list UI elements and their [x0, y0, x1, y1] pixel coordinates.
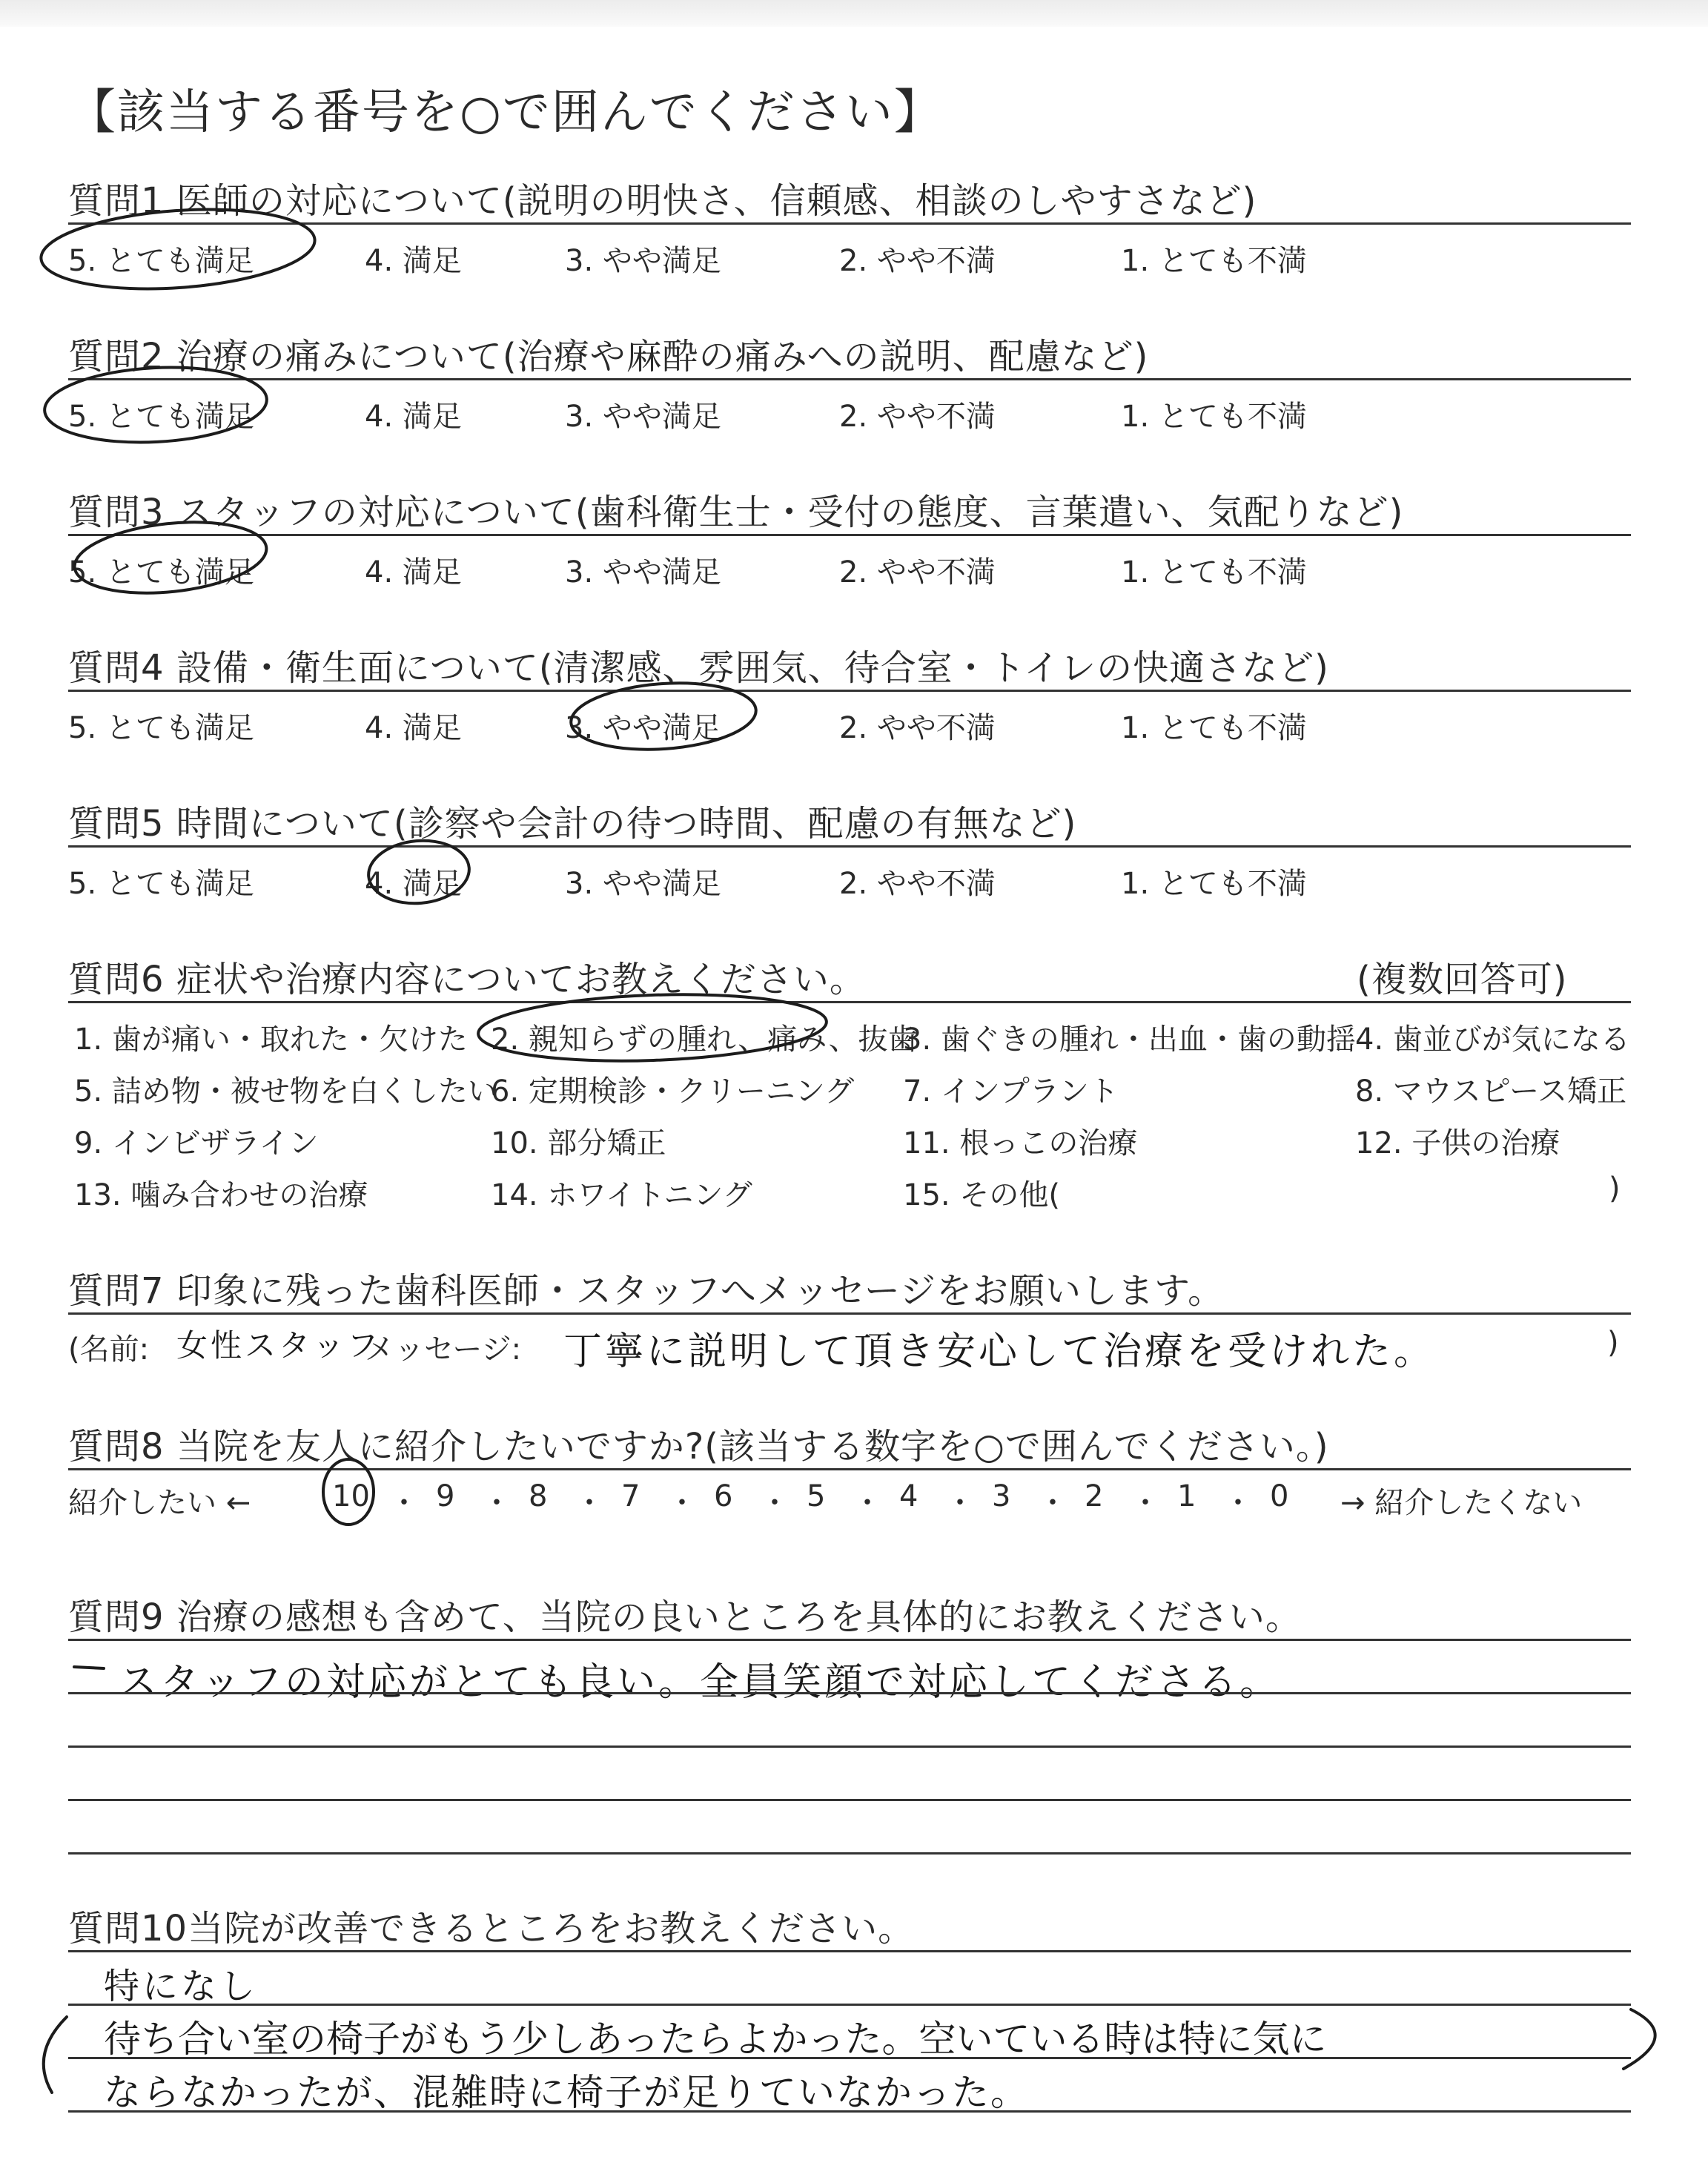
- q8-dot: ・: [482, 1486, 512, 1520]
- q10-title: [68, 1900, 914, 1951]
- q8-scale-3[interactable]: 3: [992, 1479, 1011, 1513]
- q9-start-dash: [74, 1667, 104, 1668]
- q9-answer[interactable]: スタッフの対応がとても良い。全員笑顔で対応してくださる。: [119, 1660, 1282, 1705]
- q4-text: 設備・衛生面について(清潔感、雰囲気、待合室・トイレの快適さなど): [176, 647, 1329, 689]
- q9-rule-2: [68, 1692, 1631, 1694]
- q9-text: 治療の感想も含めて、当院の良いところを具体的にお教えください。: [176, 1596, 1302, 1638]
- q3-option-2[interactable]: 2. やや不満: [839, 555, 996, 589]
- q2-option-3[interactable]: 3. やや満足: [565, 400, 721, 434]
- q4-title: [68, 639, 1329, 690]
- q5-option-2[interactable]: 2. やや不満: [839, 867, 996, 901]
- q4-option-5[interactable]: 5. とても満足: [68, 711, 254, 745]
- q6-item-11[interactable]: 11. 根っこの治療: [903, 1126, 1138, 1160]
- q5-option-1[interactable]: 1. とても不満: [1121, 867, 1307, 901]
- q3-label: 質問3: [68, 492, 165, 533]
- q5-rule: [68, 845, 1631, 848]
- q7-label: 質問7: [68, 1270, 165, 1312]
- q8-scale-8[interactable]: 8: [529, 1479, 548, 1513]
- q6-item-9[interactable]: 9. インビザライン: [74, 1126, 319, 1160]
- q3-option-5[interactable]: 5. とても満足: [68, 555, 254, 589]
- q8-text: 当院を友人に紹介したいですか?(該当する数字を○で囲んでください。): [176, 1426, 1329, 1467]
- q10-right-bracket: [1623, 2009, 1655, 2069]
- q8-scale-2[interactable]: 2: [1085, 1479, 1104, 1513]
- q8-scale-0[interactable]: 0: [1270, 1479, 1289, 1513]
- q6-rule: [68, 1001, 1631, 1003]
- q6-label: 質問6: [68, 959, 165, 1000]
- q6-item-7[interactable]: 7. インプラント: [903, 1074, 1119, 1109]
- q6-item-4[interactable]: 4. 歯並びが気になる: [1355, 1023, 1630, 1057]
- q7-rule: [68, 1312, 1631, 1315]
- q7-name-label: (名前:: [68, 1332, 150, 1367]
- form-header: 【該当する番号を○で囲んでください】: [68, 85, 943, 140]
- q10-rule-3: [68, 2057, 1631, 2059]
- q10-answer-line2[interactable]: 待ち合い室の椅子がもう少しあったらよかった。空いている時は特に気に: [104, 2018, 1327, 2061]
- q4-option-4[interactable]: 4. 満足: [365, 711, 462, 745]
- q5-option-3[interactable]: 3. やや満足: [565, 867, 721, 901]
- q10-answer-line1[interactable]: 特になし: [104, 1966, 259, 2007]
- q1-title: [68, 172, 1257, 223]
- q6-item-13[interactable]: 13. 噛み合わせの治療: [74, 1178, 368, 1212]
- q1-text: 医師の対応について(説明の明快さ、信頼感、相談のしやすさなど): [176, 180, 1257, 222]
- q6-item-1[interactable]: 1. 歯が痛い・取れた・欠けた: [74, 1023, 468, 1057]
- scan-top-edge: [0, 0, 1708, 27]
- q8-scale-5[interactable]: 5: [807, 1479, 826, 1513]
- q7-close: ): [1607, 1326, 1619, 1360]
- q6-item-2[interactable]: 2. 親知らずの腫れ、痛み、抜歯: [491, 1023, 918, 1057]
- q8-scale-9[interactable]: 9: [436, 1479, 455, 1513]
- q7-name-value[interactable]: 女性スタッフ: [176, 1327, 382, 1364]
- q3-rule: [68, 534, 1631, 536]
- q2-rule: [68, 378, 1631, 380]
- q6-item-15[interactable]: 15. その他(: [903, 1178, 1060, 1212]
- q8-dot: ・: [1223, 1486, 1253, 1520]
- q8-dot: ・: [945, 1486, 975, 1520]
- q8-title: [68, 1418, 1329, 1469]
- q8-dot: ・: [760, 1486, 790, 1520]
- q5-text: 時間について(診察や会計の待つ時間、配慮の有無など): [176, 803, 1077, 845]
- q6-note: (複数回答可): [1357, 959, 1568, 1000]
- q5-option-4[interactable]: 4. 満足: [365, 867, 462, 901]
- q8-dot: ・: [667, 1486, 697, 1520]
- q2-option-4[interactable]: 4. 満足: [365, 400, 462, 434]
- q6-item-8[interactable]: 8. マウスピース矯正: [1355, 1074, 1627, 1109]
- q8-scale-6[interactable]: 6: [714, 1479, 733, 1513]
- q10-label: 質問10: [68, 1908, 188, 1949]
- q10-rule-1: [68, 1950, 1631, 1952]
- q9-label: 質問9: [68, 1596, 165, 1638]
- q8-dot: ・: [389, 1486, 419, 1520]
- q8-left-label: 紹介したい ←: [68, 1486, 251, 1520]
- q6-item-15-close: ): [1609, 1172, 1621, 1206]
- q7-message-label: メッセージ:: [365, 1332, 522, 1367]
- q6-item-10[interactable]: 10. 部分矯正: [491, 1126, 666, 1160]
- q7-text: 印象に残った歯科医師・スタッフへメッセージをお願いします。: [176, 1270, 1225, 1312]
- q4-option-2[interactable]: 2. やや不満: [839, 711, 996, 745]
- q8-right-label: → 紹介したくない: [1340, 1486, 1583, 1520]
- q1-option-3[interactable]: 3. やや満足: [565, 244, 721, 278]
- q3-text: スタッフの対応について(歯科衛生士・受付の態度、言葉遣い、気配りなど): [176, 492, 1404, 533]
- q3-option-4[interactable]: 4. 満足: [365, 555, 462, 589]
- q1-option-1[interactable]: 1. とても不満: [1121, 244, 1307, 278]
- q3-option-3[interactable]: 3. やや満足: [565, 555, 721, 589]
- q6-title: [68, 951, 866, 1002]
- q1-label: 質問1: [68, 180, 165, 222]
- q7-title: [68, 1262, 1224, 1313]
- q8-scale-1[interactable]: 1: [1177, 1479, 1196, 1513]
- q1-option-4[interactable]: 4. 満足: [365, 244, 462, 278]
- q2-option-1[interactable]: 1. とても不満: [1121, 400, 1307, 434]
- q2-option-5[interactable]: 5. とても満足: [68, 400, 254, 434]
- q9-rule-5: [68, 1852, 1631, 1855]
- q6-item-5[interactable]: 5. 詰め物・被せ物を白くしたい: [74, 1074, 497, 1109]
- q4-option-3[interactable]: 3. やや満足: [565, 711, 721, 745]
- q6-item-3[interactable]: 3. 歯ぐきの腫れ・出血・歯の動揺: [903, 1023, 1356, 1057]
- q8-rule: [68, 1468, 1631, 1470]
- q2-title: [68, 328, 1148, 379]
- q10-left-bracket: [44, 2017, 67, 2093]
- q8-dot: ・: [575, 1486, 604, 1520]
- q8-dot: ・: [1131, 1486, 1160, 1520]
- q1-rule: [68, 222, 1631, 225]
- q2-option-2[interactable]: 2. やや不満: [839, 400, 996, 434]
- q10-rule-4: [68, 2110, 1631, 2113]
- q6-text: 症状や治療内容についてお教えください。: [176, 959, 866, 1000]
- q8-dot: ・: [1038, 1486, 1068, 1520]
- q4-label: 質問4: [68, 647, 165, 689]
- q6-item-12[interactable]: 12. 子供の治療: [1355, 1126, 1560, 1160]
- q8-scale-10[interactable]: 10: [332, 1479, 370, 1513]
- q8-dot: ・: [853, 1486, 882, 1520]
- q3-option-1[interactable]: 1. とても不満: [1121, 555, 1307, 589]
- q2-text: 治療の痛みについて(治療や麻酔の痛みへの説明、配慮など): [176, 336, 1149, 377]
- q10-answer-line3[interactable]: ならなかったが、混雑時に椅子が足りていなかった。: [104, 2071, 1029, 2114]
- q3-title: [68, 483, 1403, 535]
- q9-rule-3: [68, 1745, 1631, 1748]
- q8-label: 質問8: [68, 1426, 165, 1467]
- q7-message-value[interactable]: 丁寧に説明して頂き安心して治療を受けれた。: [563, 1330, 1436, 1374]
- q4-option-1[interactable]: 1. とても不満: [1121, 711, 1307, 745]
- q5-option-5[interactable]: 5. とても満足: [68, 867, 254, 901]
- q4-rule: [68, 690, 1631, 692]
- q6-item-6[interactable]: 6. 定期検診・クリーニング: [491, 1074, 855, 1109]
- q10-rule-2: [68, 2004, 1631, 2006]
- q2-label: 質問2: [68, 336, 165, 377]
- q8-scale-4[interactable]: 4: [899, 1479, 918, 1513]
- q8-scale-7[interactable]: 7: [621, 1479, 640, 1513]
- q5-title: [68, 795, 1076, 846]
- q1-option-5[interactable]: 5. とても満足: [68, 244, 254, 278]
- q9-title: [68, 1588, 1302, 1639]
- q1-option-2[interactable]: 2. やや不満: [839, 244, 996, 278]
- q6-item-14[interactable]: 14. ホワイトニング: [491, 1178, 752, 1212]
- q10-text: 当院が改善できるところをお教えください。: [188, 1908, 915, 1949]
- q5-label: 質問5: [68, 803, 165, 845]
- q9-rule-4: [68, 1799, 1631, 1801]
- q9-rule-1: [68, 1639, 1631, 1641]
